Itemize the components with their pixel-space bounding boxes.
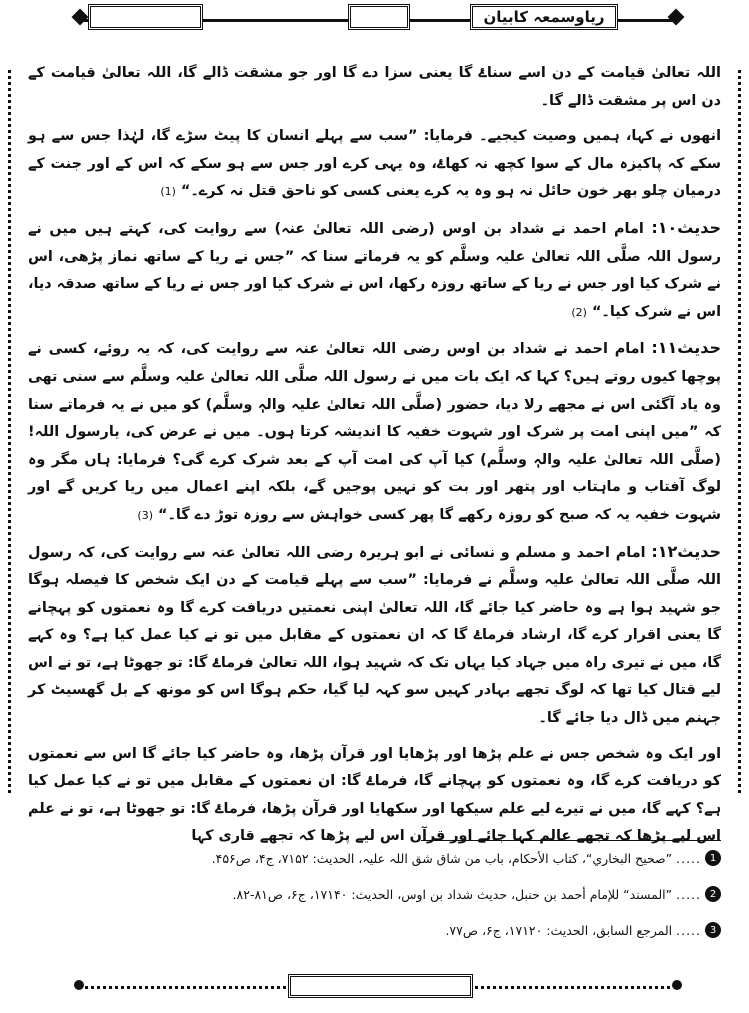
paragraph-text: انھوں نے کہا، ہمیں وصیت کیجیے۔ فرمایا: ”سب سے پہلے انسان کا پیٹ سڑے گا، لہٰذا جس سے ہو سکے کہ پاکیزہ مال کے سوا کچھ نہ کھاۓ، وہ یہی کرے اور جس سے ہو سکے کہ اس کے اور جنت کے درمیان چلو بھر خون حائل نہ ہو وہ یہ کرے یعنی کسی کو ناحق قتل نہ کرے۔“ <box>28 128 721 200</box>
paragraph <box>28 60 721 115</box>
hadith-text: امام احمد و مسلم و نسائی نے ابو ہریرہ رضی اللہ تعالیٰ عنہ سے روایت کی، کہ رسول اللہ صلَّی اللہ تعالیٰ علیہ وسلَّم نے فرمایا: ”سب سے پہلے قیامت کے دن ایک شخص کا فیصلہ ہوگا جو شہید ہوا ہے وہ حاضر کیا جائے گا، اللہ تعالیٰ اپنی نعمتیں دریافت کرے گا وہ نعمتوں کو پہچانے گا یعنی اقرار کرے گا، ارشاد فرماۓ گا کہ ان نعمتوں کے مقابل میں تو نے کیا عمل کیا ہے؟ وہ کہے گا، میں نے تیری راہ میں جہاد کیا یہاں تک کہ شہید ہوا، اللہ تعالیٰ فرماۓ گا: تو جھوٹا ہے، تو نے اس لیے قتال کیا تھا کہ لوگ تجھے بہادر کہیں سو کہہ لیا گیا، حکم ہوگا اس کو مونھ کے بل گھسیٹ کر جہنم میں ڈال دیا جائے گا۔ <box>28 544 721 727</box>
footnote-divider <box>421 840 721 841</box>
paragraph <box>28 123 721 206</box>
footnote-number: 2 <box>705 886 721 902</box>
footnote-leader: ..... <box>676 922 701 938</box>
footnote <box>161 850 721 866</box>
footer-ornament-right <box>672 980 682 990</box>
footnote <box>161 922 721 938</box>
footnotes <box>161 850 721 958</box>
hadith-10 <box>28 214 721 326</box>
footnote-text: ”المسند“ للإمام أحمد بن حنبل، حدیث شداد بن اوس، الحدیث: ۱۷۱۴۰، ج۶، ص۸۱-۸۲. <box>232 886 673 902</box>
hadith-12 <box>28 538 721 733</box>
footnote-number: 3 <box>705 922 721 938</box>
paragraph <box>28 741 721 851</box>
right-decorative-rail <box>738 70 741 793</box>
paragraph-text: اور ایک وہ شخص جس نے علم پڑھا اور پڑھایا اور قرآن پڑھا، وہ حاضر کیا جائے گا اس سے نعمتوں کو دریافت کرے گا، وہ نعمتوں کو پہچانے گا، فرماۓ گا: ان نعمتوں کے مقابل میں تو نے کیا عمل کیا ہے؟ کہے گا، میں نے تیرے لیے علم سیکھا اور سکھایا اور قرآن پڑھا، فرماۓ گا: تو جھوٹا ہے، تو نے علم اس لیے پڑھا کہ تجھے عالم کہا جائے اور قرآن اس لیے پڑھا کہ تجھے قاری کہا <box>28 745 721 845</box>
page-body <box>28 60 721 859</box>
header-ornament-left <box>72 9 89 26</box>
footnote-text: ”صحیح البخاري“، کتاب الأحکام، باب من شاق شق اللہ علیہ، الحدیث: ۷۱۵۲، ج۴، ص۴۵۶. <box>211 850 673 866</box>
footnote-number: 1 <box>705 850 721 866</box>
page-footer <box>78 972 678 1002</box>
hadith-text: امام احمد نے شداد بن اوس (رضی اللہ تعالیٰ عنہ) سے روایت کی، کہتے ہیں میں نے رسول اللہ صلَّی اللہ تعالیٰ علیہ وسلَّم کو یہ فرماتے سنا کہ ”جس نے ریا کے ساتھ نماز پڑھی، اس نے شرک کیا اور جس نے ریا کے ساتھ روزہ رکھا، اس نے شرک کیا اور جس نے ریا کے ساتھ صدقہ دیا، اس نے شرک کیا۔“ <box>28 220 721 320</box>
header-ornament-right <box>668 9 685 26</box>
footnote-leader: ..... <box>676 850 701 866</box>
hadith-label: حدیث۱۱: <box>651 338 721 358</box>
hadith-text: امام احمد نے شداد بن اوس رضی اللہ تعالیٰ عنہ سے روایت کی، کہ یہ روئے، کسی نے پوچھا کیوں روتے ہیں؟ کہا کہ ایک بات میں نے رسول اللہ صلَّی اللہ تعالیٰ علیہ وسلَّم سے سنی تھی وہ یاد آگئی اس نے مجھے رلا دیا، حضور (صلَّی اللہ تعالیٰ علیہ والہٖ وسلَّم) کو میں نے یہ فرماتے سنا کہ ”میں اپنی امت پر شرک اور شہوت خفیہ کا اندیشہ کرتا ہوں۔ میں نے عرض کی، یارسول اللہ! (صلَّی اللہ تعالیٰ علیہ والہٖ وسلَّم) کیا آپ کی امت آپ کے بعد شرک کرے گی؟ فرمایا: ہاں مگر وہ لوگ آفتاب و ماہتاب اور پتھر اور بت کو نہیں پوجیں گے، بلکہ اپنے اعمال میں ریا کریں گے اور شہوت خفیہ یہ کہ صبح کو روزہ رکھے گا پھر کسی خواہش سے روزہ توڑ دے گا۔“ <box>28 341 721 523</box>
footer-box <box>288 974 473 998</box>
hadith-label: حدیث۱۲: <box>651 541 721 561</box>
footnote <box>161 886 721 902</box>
footer-ornament-left <box>74 980 84 990</box>
footnote-leader: ..... <box>676 886 701 902</box>
left-decorative-rail <box>8 70 11 793</box>
hadith-11 <box>28 334 721 529</box>
footnote-ref: (1) <box>160 185 176 199</box>
header-left-box <box>88 4 203 30</box>
footnote-ref: (3) <box>137 508 153 522</box>
paragraph-text: اللہ تعالیٰ قیامت کے دن اسے سناۓ گا یعنی سزا دے گا اور جو مشقت ڈالے گا، اللہ تعالیٰ قیامت کے دن اس پر مشقت ڈالے گا۔ <box>28 65 721 109</box>
hadith-label: حدیث۱۰: <box>651 217 721 237</box>
footnote-ref: (2) <box>571 305 587 319</box>
footnote-text: المرجع السابق، الحدیث: ۱۷۱۲۰، ج۶، ص۷۷. <box>445 922 673 938</box>
chapter-title: ریاوسمعہ کابیان <box>470 4 618 30</box>
header-page-number-box <box>348 4 410 30</box>
page-header <box>78 4 678 34</box>
